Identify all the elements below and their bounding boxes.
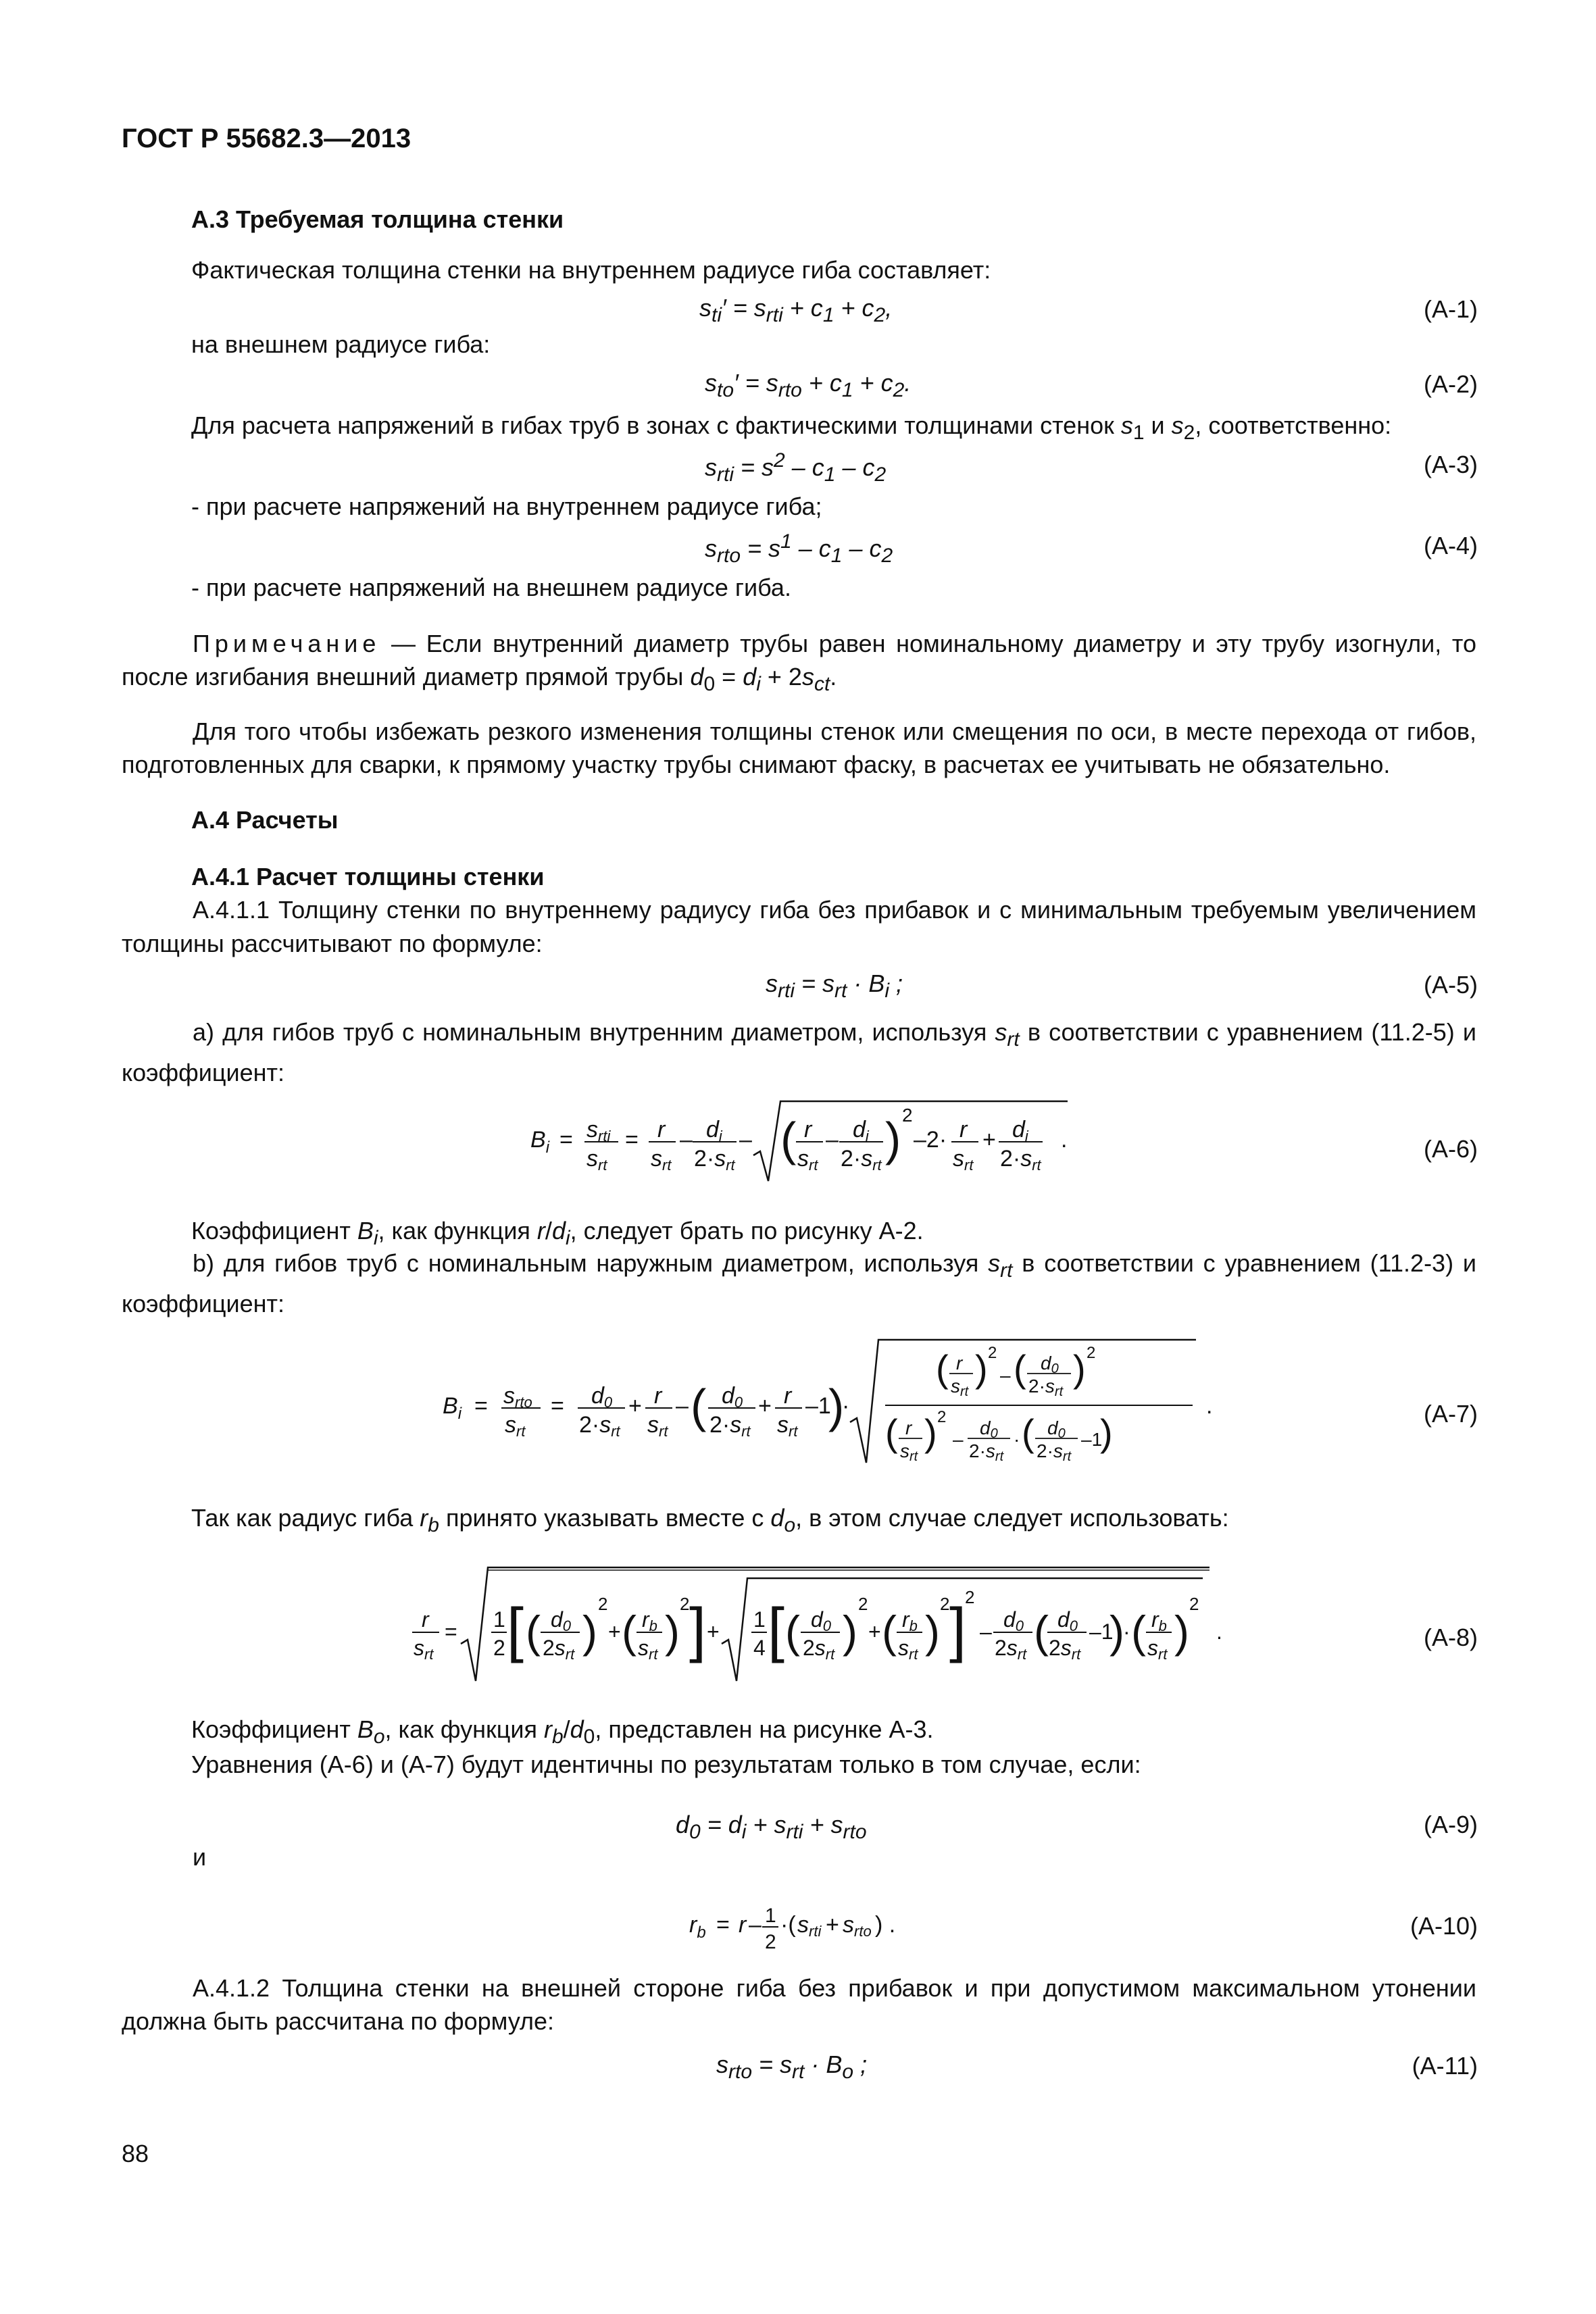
- equation-a7: [439, 1328, 1223, 1469]
- svg-text:2srt: 2srt: [543, 1636, 575, 1663]
- svg-text:): ): [924, 1411, 937, 1454]
- section-a4-title: А.4 Расчеты: [191, 806, 339, 834]
- paragraph: Уравнения (А-6) и (А-7) будут идентичны по результатам только в том случае, если:: [191, 1751, 1141, 1778]
- svg-text:di: di: [853, 1117, 869, 1145]
- svg-text:+: +: [982, 1127, 996, 1153]
- svg-text:): ): [1174, 1607, 1189, 1657]
- svg-text:2·srt: 2·srt: [1037, 1440, 1072, 1464]
- svg-text:·: ·: [1123, 1619, 1130, 1644]
- paragraph: А.4.1.1 Толщину стенки по внутреннему радиусу гиба без прибавок и с минимальным требуемым увеличением толщины рассчитывают по формуле:: [122, 896, 1476, 957]
- svg-text:2: 2: [765, 1931, 776, 1953]
- svg-text:=: =: [716, 1912, 730, 1938]
- svg-text:2·srt: 2·srt: [969, 1440, 1004, 1464]
- svg-text:=: =: [551, 1393, 564, 1419]
- paragraph: - при расчете напряжений на внутреннем радиусе гиба;: [191, 493, 822, 520]
- equation-number: (А-9): [1424, 1811, 1478, 1838]
- equation-a8: [405, 1559, 1243, 1694]
- equation-number: (А-8): [1424, 1624, 1478, 1651]
- svg-text:r: r: [905, 1417, 912, 1438]
- svg-text:2: 2: [1087, 1344, 1096, 1362]
- svg-text:2: 2: [858, 1594, 868, 1614]
- svg-text:): ): [828, 1380, 845, 1432]
- paragraph: Коэффициент $B_i$, как функция $r/d_i$, следует брать по рисунку А-2.: [191, 1217, 924, 1250]
- svg-text:srt: srt: [638, 1636, 658, 1663]
- svg-text:srt: srt: [505, 1412, 526, 1440]
- equation-number: (А-11): [1412, 2052, 1478, 2080]
- svg-text:srt: srt: [777, 1412, 798, 1440]
- svg-text:di: di: [706, 1117, 722, 1145]
- svg-text:–: –: [953, 1429, 964, 1450]
- svg-text:): ): [1109, 1607, 1124, 1657]
- note-label: Примечание: [193, 630, 381, 657]
- svg-text:srt: srt: [651, 1146, 672, 1174]
- svg-text:.: .: [1206, 1393, 1213, 1419]
- svg-text:d0: d0: [722, 1383, 743, 1411]
- paragraph: - при расчете напряжений на внешнем радиусе гиба.: [191, 574, 791, 601]
- svg-text:d0: d0: [1047, 1417, 1066, 1441]
- svg-text:Bi: $B_i$: [443, 1393, 462, 1423]
- svg-text:2: 2: [940, 1594, 950, 1614]
- svg-text:Bi: $B_i$: [530, 1127, 550, 1157]
- paragraph: Фактическая толщина стенки на внутреннем радиусе гиба составляет:: [191, 256, 991, 284]
- svg-text:[: [: [507, 1596, 524, 1664]
- svg-text:(: (: [785, 1607, 800, 1657]
- svg-text:1: 1: [753, 1607, 766, 1632]
- equation-a10: [686, 1892, 956, 1959]
- svg-text:): ): [665, 1607, 680, 1657]
- svg-text:srt: srt: [797, 1146, 818, 1174]
- svg-text:=: =: [445, 1619, 457, 1644]
- svg-text:): ): [885, 1113, 901, 1165]
- svg-text:–: –: [739, 1127, 752, 1153]
- svg-text:–: –: [980, 1619, 992, 1644]
- svg-text:2·srt: 2·srt: [709, 1412, 751, 1440]
- equation-number: (А-5): [1424, 971, 1478, 999]
- svg-text:d0: d0: [1041, 1353, 1059, 1376]
- equation-number: (А-3): [1424, 451, 1478, 478]
- equation-number: (А-10): [1410, 1912, 1478, 1940]
- svg-text:2·srt: 2·srt: [841, 1146, 882, 1174]
- svg-text:·: ·: [1014, 1429, 1020, 1450]
- svg-text:d0: d0: [591, 1383, 613, 1411]
- paragraph: на внешнем радиусе гиба:: [191, 330, 491, 358]
- svg-text:(: (: [885, 1411, 898, 1454]
- svg-text:r: r: [657, 1117, 666, 1142]
- paragraph: Коэффициент $B_o$, как функция $r_b/d_0$, представлен на рисунке А-3.: [191, 1715, 934, 1749]
- svg-text:): ): [925, 1607, 940, 1657]
- svg-text:(: (: [1034, 1607, 1049, 1657]
- svg-text:2·srt: 2·srt: [1028, 1376, 1064, 1399]
- svg-text:–: –: [680, 1127, 693, 1153]
- svg-text:+: +: [868, 1619, 881, 1644]
- svg-text:2·srt: 2·srt: [1000, 1146, 1041, 1174]
- svg-text:.: .: [1061, 1127, 1068, 1153]
- svg-text:) .: ) .: [875, 1912, 896, 1938]
- svg-text:2: 2: [988, 1344, 997, 1362]
- svg-text:): ): [843, 1607, 857, 1657]
- svg-text:srt: srt: [587, 1146, 607, 1174]
- svg-text:r: r: [956, 1353, 963, 1374]
- svg-text:+: +: [758, 1393, 772, 1419]
- svg-text:di: di: [1012, 1117, 1028, 1145]
- svg-text:=: =: [559, 1127, 573, 1153]
- conjunction: и: [193, 1843, 207, 1871]
- svg-text:rb: rb: [1151, 1607, 1167, 1634]
- equation-a1: $s_{ti}' = s_{rti} + c_1 + c_2$,: [699, 294, 893, 327]
- svg-text:srt: srt: [900, 1440, 918, 1464]
- paragraph: Так как радиус гиба $r_b$ принято указывать вместе с $d_o$, в этом случае следует использовать:: [191, 1504, 1229, 1537]
- note: Примечание — Если внутренний диаметр трубы равен номинальному диаметру и эту трубу изогнули, то после изгибания внешний диаметр прямой трубы $d_0 = d_i + 2s_{ct}$.: [122, 630, 1476, 696]
- svg-text:srt: srt: [953, 1146, 974, 1174]
- svg-text:srto: srto: [503, 1383, 532, 1411]
- paragraph: Для расчета напряжений в гибах труб в зонах с фактическими толщинами стенок $s_1$ и $s_2$, соответственно:: [191, 411, 1392, 445]
- svg-text:1: 1: [493, 1607, 505, 1632]
- svg-text:2: 2: [965, 1587, 975, 1607]
- svg-text:[: [: [768, 1596, 785, 1664]
- paragraph: А.4.1.2 Толщина стенки на внешней стороне гиба без прибавок и при допустимом максимальном утонении должна быть рассчитана по формуле:: [122, 1974, 1476, 2035]
- svg-text:): ): [975, 1347, 988, 1390]
- svg-text:srt: srt: [647, 1412, 668, 1440]
- equation-a5: $s_{rti} = s_{rt} \cdot B_i$ ;: [766, 970, 903, 1003]
- svg-text:2: 2: [680, 1594, 690, 1614]
- svg-text:rb: rb: [642, 1607, 657, 1634]
- svg-text:]: ]: [689, 1596, 707, 1664]
- equation-number: (А-1): [1424, 295, 1478, 323]
- svg-text:(: (: [1131, 1607, 1146, 1657]
- equation-number: (А-2): [1424, 370, 1478, 398]
- equation-a11: $s_{rto} = s_{rt} \cdot B_o$ ;: [716, 2051, 868, 2084]
- equation-a2: $s_{to}' = s_{rto} + c_1 + c_2$.: [705, 369, 912, 402]
- equation-a3: $s_{rti} = s^2 - c_1 - c_2$: [705, 449, 887, 486]
- paragraph: Для того чтобы избежать резкого изменения толщины стенок или смещения по оси, в месте перехода от гибов, подготовленных для сварки, к прямому участку трубы снимают фаску, в расчетах ее учитывать не обязательно.: [122, 718, 1476, 778]
- svg-text:2srt: 2srt: [803, 1636, 835, 1663]
- svg-text:–1: –1: [805, 1393, 831, 1419]
- svg-text:rb: $r_b$: [689, 1912, 706, 1942]
- paragraph: а) для гибов труб с номинальным внутренним диаметром, используя $s_{rt}$ в соответствии с уравнением (11.2-5) и коэффициент:: [122, 1018, 1476, 1087]
- svg-text:(: (: [936, 1347, 949, 1390]
- svg-text:4: 4: [753, 1636, 766, 1660]
- svg-text:d0: d0: [1057, 1607, 1078, 1634]
- svg-text:r: r: [804, 1117, 812, 1142]
- svg-text:r: r: [784, 1383, 792, 1409]
- svg-text:d0: d0: [811, 1607, 832, 1634]
- equation-number: (А-4): [1424, 532, 1478, 559]
- svg-text:·(: ·(: [780, 1912, 796, 1938]
- svg-text:2: 2: [902, 1105, 913, 1126]
- svg-text:2srt: 2srt: [1049, 1636, 1081, 1663]
- svg-text:d0: d0: [551, 1607, 572, 1634]
- paragraph: b) для гибов труб с номинальным наружным диаметром, используя $s_{rt}$ в соответствии с уравнением (11.2-3) и коэффициент:: [122, 1249, 1476, 1318]
- svg-text:–: –: [749, 1912, 762, 1938]
- svg-text:): ): [1100, 1411, 1113, 1454]
- document-header: ГОСТ Р 55682.3—2013: [122, 124, 412, 153]
- svg-text:2: 2: [1189, 1594, 1199, 1614]
- svg-text:(: (: [622, 1607, 637, 1657]
- svg-text:(: (: [1022, 1411, 1034, 1454]
- svg-text:–: –: [1000, 1365, 1011, 1386]
- svg-text:d0: d0: [980, 1417, 998, 1441]
- svg-text:): ): [582, 1607, 597, 1657]
- equation-a4: $s_{rto} = s^1 - c_1 - c_2$: [705, 530, 893, 568]
- svg-text:–: –: [676, 1393, 689, 1419]
- svg-text:srt: srt: [1147, 1636, 1168, 1663]
- svg-text:r: r: [739, 1912, 747, 1938]
- svg-text:srt: srt: [414, 1636, 434, 1663]
- svg-text:2·srt: 2·srt: [579, 1412, 620, 1440]
- equation-a6: [527, 1093, 1108, 1188]
- svg-text:d0: d0: [1003, 1607, 1024, 1634]
- equation-number: (А-6): [1424, 1135, 1478, 1163]
- section-a3-title: А.3 Требуемая толщина стенки: [191, 205, 564, 233]
- svg-text:srt: srt: [951, 1376, 969, 1399]
- svg-text:2: 2: [598, 1594, 608, 1614]
- svg-text:(: (: [882, 1607, 897, 1657]
- equation-a9: $d_0 = d_i + s_{rti} + s_{rto}$: [676, 1811, 867, 1844]
- svg-text:.: .: [1216, 1619, 1222, 1644]
- svg-text:+: +: [628, 1393, 642, 1419]
- svg-text:srt: srt: [898, 1636, 918, 1663]
- page-number: 88: [122, 2140, 149, 2167]
- subsection-a41-title: А.4.1 Расчет толщины стенки: [191, 863, 545, 890]
- svg-text:(: (: [526, 1607, 541, 1657]
- svg-text:(: (: [1014, 1347, 1026, 1390]
- svg-text:+: +: [826, 1912, 839, 1938]
- svg-text:r: r: [959, 1117, 968, 1142]
- svg-text:–2·: –2·: [914, 1127, 947, 1153]
- svg-text:·: ·: [842, 1393, 850, 1419]
- svg-text:2: 2: [937, 1408, 947, 1426]
- svg-text:srti: srti: [797, 1912, 822, 1940]
- equation-number: (А-7): [1424, 1400, 1478, 1428]
- svg-text:rb: rb: [902, 1607, 918, 1634]
- svg-text:+: +: [707, 1619, 720, 1644]
- svg-text:2: 2: [493, 1636, 505, 1660]
- svg-text:–: –: [826, 1127, 839, 1153]
- svg-text:r: r: [654, 1383, 662, 1409]
- svg-text:srti: srti: [587, 1117, 611, 1145]
- svg-text:=: =: [625, 1127, 639, 1153]
- svg-text:=: =: [474, 1393, 488, 1419]
- svg-text:]: ]: [949, 1596, 967, 1664]
- svg-text:2srt: 2srt: [995, 1636, 1027, 1663]
- svg-text:–1: –1: [1081, 1429, 1103, 1450]
- svg-text:srto: srto: [843, 1912, 872, 1940]
- svg-text:): ): [1073, 1347, 1086, 1390]
- svg-text:(: (: [780, 1113, 797, 1165]
- svg-text:r: r: [422, 1607, 429, 1632]
- svg-text:–1: –1: [1089, 1619, 1114, 1644]
- svg-text:1: 1: [765, 1905, 776, 1927]
- svg-text:2·srt: 2·srt: [694, 1146, 735, 1174]
- svg-text:(: (: [691, 1380, 707, 1432]
- svg-text:+: +: [608, 1619, 621, 1644]
